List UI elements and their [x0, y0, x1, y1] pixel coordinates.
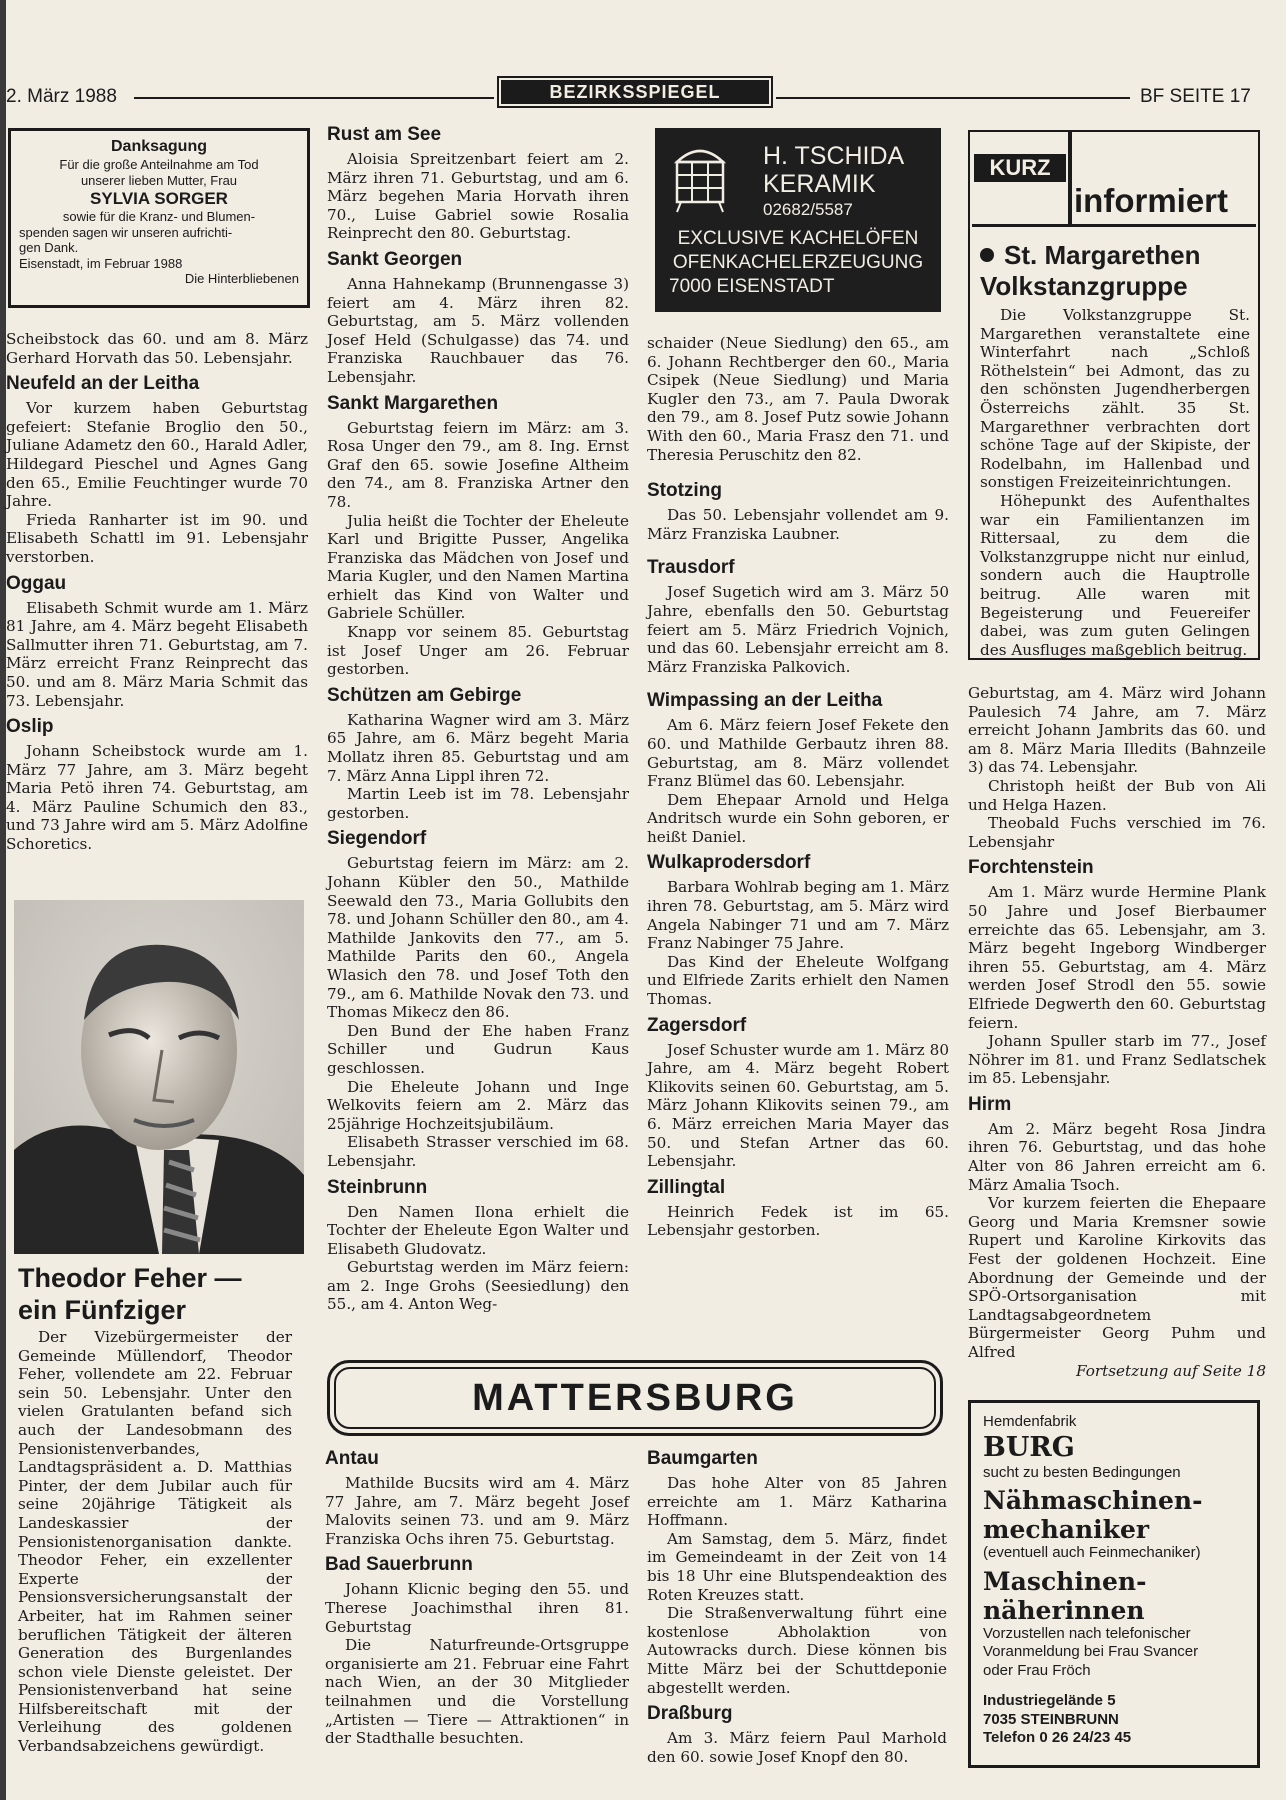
sankt-georgen-p1: Anna Hahnekamp (Brunnengasse 3) feiert am 4. März ihren 82. Geburtstag, am 5. März vollenden Josef Held (Schulgasse) das 74. und Franziska Rauchbauer das 76. Lebensjahr.	[327, 274, 629, 386]
burg-job1b: mechaniker	[983, 1515, 1150, 1544]
zillingtal-p1: Heinrich Fedek ist im 65. Lebensjahr gestorben.	[647, 1202, 949, 1240]
sankt-margarethen-p2: Julia heißt die Tochter der Eheleute Karl und Brigitte Pusser, Angelika Franziska das Mädchen von Josef und Maria Kugler, und den Namen Martina erhielt das Kind von Walter und Gabriele Schüller.	[327, 511, 629, 623]
header-page: BF SEITE 17	[1140, 86, 1251, 107]
kurz-headline-line2: Volkstanzgruppe	[980, 271, 1188, 301]
burg-job2b: näherinnen	[983, 1595, 1145, 1625]
header-rule-right	[776, 97, 1130, 99]
danksagung-name: SYLVIA SORGER	[90, 189, 228, 208]
column-1	[6, 330, 308, 854]
antau-p1: Mathilde Bucsits wird am 4. März 77 Jahre, am 7. März begeht Josef Malovits seinen 73. und am 9. März Franziska Ochs ihren 75. Geburtstag.	[325, 1474, 629, 1548]
burg-line6: oder Frau Fröch	[983, 1661, 1091, 1679]
heading-oggau: Oggau	[6, 572, 67, 594]
oggau-p1: Elisabeth Schmit wurde am 1. März 81 Jahre, am 4. März begeht Elisabeth Sallmutter ihren 71. Geburtstag, am 7. März erreicht Franz Reinprecht das 50. und am 8. März Maria Schmit das 73. Lebensjahr.	[6, 598, 308, 710]
trausdorf-p1: Josef Sugetich wird am 3. März 50 Jahre, ebenfalls den 50. Geburtstag feiert am 5. März Friedrich Vojnich, und das 60. Lebensjahr erreicht am 8. März Franziska Palkovich.	[647, 583, 949, 676]
mattersburg-banner-inner	[334, 1367, 936, 1429]
tschida-line2: OFENKACHELERZEUGUNG	[672, 252, 924, 273]
danksagung-box	[8, 128, 310, 308]
col4-p3: Theobald Fuchs verschied im 76. Lebensjahr	[968, 814, 1266, 851]
kurz-informiert-box	[968, 130, 1260, 660]
kurz-title-underline	[972, 224, 1256, 227]
danksagung-line6: Eisenstadt, im Februar 1988	[19, 255, 183, 271]
zagersdorf-p1: Josef Schuster wurde am 1. März 80 Jahre, am 4. März begeht Robert Klikovits seinen 60. Geburtstag, am 5. März Johann Klikovits seinen 79., am 6. März erreichen Maria Mayer das 50. und Stefan Artner das 60. Lebensjahr.	[647, 1040, 949, 1171]
forchtenstein-p1: Am 1. März wurde Hermine Plank 50 Jahre und Josef Bierbaumer erreichte das 65. Lebensjahr, am 3. März begeht Ingeborg Windberger ihren 55. Geburtstag, am 4. März werden Josef Strodl den 55. sowie Elfriede Degwerth den 60. Geburtstag feiern.	[968, 883, 1266, 1032]
oslip-p1: Johann Scheibstock wurde am 1. März 77 Jahre, am 3. März begeht Maria Petö ihren 74. Geburtstag, am 4. März Pauline Schumich den 83., und 73 Jahre wird am 5. März Adolfine Schoretics.	[6, 742, 308, 854]
portrait-photo-svg	[14, 900, 304, 1254]
feher-body: Der Vizebürgermeister der Gemeinde Müllendorf, Theodor Feher, vollendete am 22. Februar sein 50. Lebensjahr. Unter den vielen Gratulanten befand sich auch der Landesobmann des Pensionistenverbandes, Landtagspräsident a. D. Matthias Pinter, der dem Jubilar auch für seine 20jährige Tätigkeit als Landeskassier der Pensionistenorganisation dankte. Theodor Feher, ein exzellenter Experte der Pensionsversicherungsanstalt der Arbeiter, hat im Rahmen seiner beruflichen Tätigkeit der älteren Generation des Burgenlandes schon viele Dienste geleistet. Der Pensionistenverband hat seine Hilfsbereitschaft mit der Verleihung des goldenen Verbandsabzeichens gewürdigt.	[18, 1328, 292, 1756]
forchtenstein-p2: Johann Spuller starb im 77., Josef Nöhrer im 81. und Franz Sedlatschek im 85. Lebensjahr.	[968, 1032, 1266, 1088]
sankt-margarethen-p3: Knapp vor seinem 85. Geburtstag ist Josef Unger am 26. Februar gestorben.	[327, 623, 629, 679]
column-2	[327, 124, 629, 1314]
feher-headline-line1: Theodor Feher —	[18, 1263, 242, 1293]
neufeld-p2: Frieda Ranharter ist im 90. und Elisabeth Schattl im 91. Lebensjahr verstorben.	[6, 510, 308, 566]
heading-hirm: Hirm	[968, 1093, 1012, 1115]
rust-p1: Aloisia Spreitzenbart feiert am 2. März ihren 71. Geburtstag, und am 6. März begehen Maria Horvath ihren 70., Luise Gabriel sowie Rosalia Reinprecht den 80. Geburtstag.	[327, 150, 629, 243]
bullet-icon	[980, 248, 994, 262]
tschida-line1: EXCLUSIVE KACHELÖFEN	[677, 228, 919, 249]
portrait-photo	[14, 900, 304, 1254]
header-section-box	[497, 76, 773, 108]
hirm-p1: Am 2. März begeht Rosa Jindra ihren 76. Geburtstag, und das hohe Alter von 86 Jahren erreicht am 6. März Amalia Tsoch.	[968, 1119, 1266, 1194]
burg-line1: Hemdenfabrik	[983, 1413, 1077, 1430]
heading-steinbrunn: Steinbrunn	[327, 1176, 428, 1198]
header-section: BEZIRKSSPIEGEL	[501, 80, 769, 104]
heading-oslip: Oslip	[6, 716, 54, 738]
siegendorf-p2: Den Bund der Ehe haben Franz Schiller und Gudrun Kaus geschlossen.	[327, 1021, 629, 1077]
siegendorf-p3: Die Eheleute Johann und Inge Welkovits feiern am 2. März das 25jährige Hochzeitsjubiläum.	[327, 1077, 629, 1133]
mattersburg-title: MATTERSBURG	[472, 1377, 798, 1419]
burg-job1a: Nähmaschinen-	[983, 1486, 1203, 1515]
tschida-name2: KERAMIK	[763, 170, 876, 198]
header-rule-left	[134, 97, 494, 99]
heading-stotzing: Stotzing	[647, 480, 722, 502]
baumgarten-p3: Die Straßenverwaltung führt eine kostenlose Abholaktion von Autowracks durch. Diese können bis Mitte März bei der Schuttdeponie abgestellt werden.	[647, 1604, 947, 1697]
feher-headline-line2: ein Fünfziger	[18, 1295, 186, 1325]
stove-icon	[669, 140, 731, 214]
baumgarten-p2: Am Samstag, dem 5. März, findet im Gemeindeamt in der Zeit von 14 bis 18 Uhr eine Blutspendeaktion des Roten Kreuzes statt.	[647, 1529, 947, 1604]
col4-p2: Christoph heißt der Bub von Ali und Helga Hazen.	[968, 776, 1266, 814]
burg-address1: Industriegelände 5	[983, 1692, 1116, 1709]
heading-siegendorf: Siegendorf	[327, 828, 427, 850]
burg-job-ad	[968, 1400, 1260, 1768]
tschida-line3: 7000 EISENSTADT	[669, 276, 835, 297]
stotzing-p1: Das 50. Lebensjahr vollendet am 9. März Franziska Laubner.	[647, 506, 949, 543]
burg-line5: Voranmeldung bei Frau Svancer	[983, 1643, 1199, 1660]
steinbrunn-p1: Den Namen Ilona erhielt die Tochter der Eheleute Egon Walter und Elisabeth Gludovatz.	[327, 1202, 629, 1258]
col1-continuation: Scheibstock das 60. und am 8. März Gerhard Horvath das 50. Lebensjahr.	[6, 330, 308, 367]
heading-schuetzen: Schützen am Gebirge	[327, 684, 522, 706]
feher-headline	[18, 1262, 308, 1326]
heading-baumgarten: Baumgarten	[647, 1448, 758, 1469]
kurz-title: informiert	[1074, 182, 1229, 219]
column-3	[647, 334, 949, 1240]
heading-drassburg: Draßburg	[647, 1703, 733, 1725]
neufeld-p1: Vor kurzem haben Geburtstag gefeiert: Stefanie Broglio den 50., Juliane Adametz den 60., Harald Adler, Hildegard Pieschel und Agnes Gang den 65., Emilie Feuchtinger wurde 70 Jahre.	[6, 399, 308, 511]
burg-line2: sucht zu besten Bedingungen	[983, 1463, 1181, 1481]
schuetzen-p1: Katharina Wagner wird am 3. März 65 Jahre, am 6. März begeht Maria Mollatz ihren 85. Geburtstag und am 7. März Anna Lippl ihren 72.	[327, 710, 629, 785]
steinbrunn-p2: Geburtstag werden im März feiern: am 2. Inge Grohs (Seesiedlung) den 55., am 4. Anton Weg-	[327, 1258, 629, 1314]
bad-sauerbrunn-p1: Johann Klicnic beging den 55. und Therese Joachimsthal ihren 81. Geburtstag	[325, 1580, 629, 1636]
burg-line4: Vorzustellen nach telefonischer	[983, 1624, 1191, 1642]
kurz-body	[980, 306, 1250, 659]
danksagung-title: Danksagung	[110, 138, 207, 155]
heading-rust: Rust am See	[327, 124, 442, 145]
wimpassing-p2: Dem Ehepaar Arnold und Helga Andritsch wurde ein Sohn geboren, er heißt Daniel.	[647, 790, 949, 846]
siegendorf-p1: Geburtstag feiern im März: am 2. Johann Kübler den 50., Mathilde Seewald den 73., Maria Gollubits den 78. und Johann Schüller den 80., am 4. Mathilde Jankovits den 77., am 5. Mathilde Parits den 60., Angela Wlasich den 78. und Josef Toth den 79., am 6. Mathilde Novak den 73. und Thomas Mikecz den 86.	[327, 854, 629, 1022]
hirm-p2: Vor kurzem feierten die Ehepaare Georg und Maria Kremsner sowie Rupert und Karoline Kirkovits das Fest der goldenen Hochzeit. Eine Abordnung der Gemeinde und der SPÖ-Ortsorganisation mit Landtagsabgeordnetem Bürgermeister Georg Puhm und Alfred	[968, 1194, 1266, 1361]
wimpassing-p1: Am 6. März feiern Josef Fekete den 60. und Mathilde Gerbautz ihren 88. Geburtstag, am 8. März vollendet Franz Blümel das 60. Lebensjahr.	[647, 716, 949, 791]
header-date: 2. März 1988	[6, 86, 117, 107]
tschida-ad	[655, 128, 941, 312]
heading-bad-sauerbrunn: Bad Sauerbrunn	[325, 1554, 473, 1576]
danksagung-sign: Die Hinterbliebenen	[184, 271, 299, 286]
heading-trausdorf: Trausdorf	[647, 557, 735, 579]
baumgarten-p1: Das hohe Alter von 85 Jahren erreichte am 1. März Katharina Hoffmann.	[647, 1474, 947, 1530]
tschida-phone: 02682/5587	[763, 200, 853, 219]
col4-p1: Geburtstag, am 4. März wird Johann Paulesich 74 Jahre, am 7. März erreicht Johann Jambrits das 60. und am 8. März Maria Illedits (Bahnzeile 3) das 74. Lebensjahr.	[968, 684, 1266, 777]
heading-antau: Antau	[325, 1448, 379, 1469]
danksagung-line2: unserer lieben Mutter, Frau	[80, 172, 238, 188]
heading-wulkaprodersdorf: Wulkaprodersdorf	[647, 852, 811, 874]
burg-job2a: Maschinen-	[983, 1566, 1147, 1596]
heading-forchtenstein: Forchtenstein	[968, 857, 1094, 879]
col3-continuation: schaider (Neue Siedlung) den 65., am 6. Johann Rechtberger den 60., Maria Csipek (Neue Siedlung) und Maria Kugler den 73., am 7. Paula Dworak den 79., am 8. Josef Putz sowie Johann With den 60., Maria Frasz den 71. und Theresia Peruschitz den 82.	[647, 334, 949, 464]
kurz-p1: Die Volkstanzgruppe St. Margarethen veranstaltete eine Winterfahrt nach „Schloß Röthelstein“ bei Admont, das zu den schönsten Jugendherbergen Österreichs zählt. 35 St. Margarethner verbrachten dort schöne Tage auf der Skipiste, der Rodelbahn, im Hallenbad und sonstigen Freizeiteinrichtungen.	[980, 306, 1250, 492]
danksagung-line4: spenden sagen wir unseren aufrichti-	[19, 224, 233, 240]
bad-sauerbrunn-p2: Die Naturfreunde-Ortsgruppe organisierte am 21. Februar eine Fahrt nach Wien, an der 30 Mitglieder teilnahmen und die Vorstellung „Artisten — Tiere — Attraktionen“ in der Stadthalle besuchten.	[325, 1636, 629, 1748]
heading-sankt-margarethen: Sankt Margarethen	[327, 392, 499, 414]
tschida-name1: H. TSCHIDA	[763, 142, 905, 170]
mattersburg-column-b	[647, 1442, 947, 1766]
siegendorf-p4: Elisabeth Strasser verschied im 68. Lebensjahr.	[327, 1133, 629, 1170]
heading-wimpassing: Wimpassing an der Leitha	[647, 690, 883, 712]
feher-body-column	[18, 1328, 292, 1756]
heading-neufeld: Neufeld an der Leitha	[6, 373, 200, 395]
burg-address2: 7035 STEINBRUNN	[983, 1710, 1119, 1728]
sankt-margarethen-p1: Geburtstag feiern im März: am 3. Rosa Unger den 79., am 8. Ing. Ernst Graf den 65. sowie Josefine Altheim den 74., am 8. Franziska Artner den 78.	[327, 418, 629, 511]
kurz-label: KURZ	[974, 154, 1066, 182]
heading-zillingtal: Zillingtal	[647, 1176, 726, 1198]
fortsetzung: Fortsetzung auf Seite 18	[1076, 1361, 1266, 1380]
burg-line3: (eventuell auch Feinmechaniker)	[983, 1544, 1201, 1561]
kurz-headline-line1: St. Margarethen	[1004, 240, 1201, 270]
kurz-p2: Höhepunkt des Aufenthaltes war ein Familientanzen im Rittersaal, zu dem die Volkstanzgruppe nicht nur einlud, sondern auch die Hauptrolle beitrug. Alle waren mit Begeisterung und Feuereifer dabei, was zum guten Gelingen des Ausfluges maßgeblich beitrug.	[980, 491, 1250, 659]
burg-brand: BURG	[983, 1431, 1075, 1463]
page-edge	[0, 0, 6, 1800]
danksagung-line5: gen Dank.	[19, 240, 79, 255]
danksagung-line1: Für die große Anteilnahme am Tod	[59, 157, 259, 172]
heading-sankt-georgen: Sankt Georgen	[327, 248, 463, 270]
burg-phone: Telefon 0 26 24/23 45	[983, 1729, 1132, 1746]
column-4	[968, 684, 1266, 1380]
schuetzen-p2: Martin Leeb ist im 78. Lebensjahr gestorben.	[327, 785, 629, 822]
wulkaprodersdorf-p1: Barbara Wohlrab beging am 1. März ihren 78. Geburtstag, am 5. März wird Angela Nabinger 71 und am 7. März Franz Nabinger 75 Jahre.	[647, 878, 949, 953]
drassburg-p1: Am 3. März feiern Paul Marhold den 60. sowie Josef Knopf den 80.	[647, 1729, 947, 1766]
danksagung-line3: sowie für die Kranz- und Blumen-	[62, 209, 256, 224]
mattersburg-column-a	[325, 1442, 629, 1748]
kurz-title-rule	[1068, 132, 1072, 224]
wulkaprodersdorf-p2: Das Kind der Eheleute Wolfgang und Elfriede Zarits erhielt den Namen Thomas.	[647, 952, 949, 1009]
heading-zagersdorf: Zagersdorf	[647, 1014, 747, 1036]
mattersburg-banner	[327, 1360, 943, 1436]
kurz-headline	[980, 240, 1256, 302]
